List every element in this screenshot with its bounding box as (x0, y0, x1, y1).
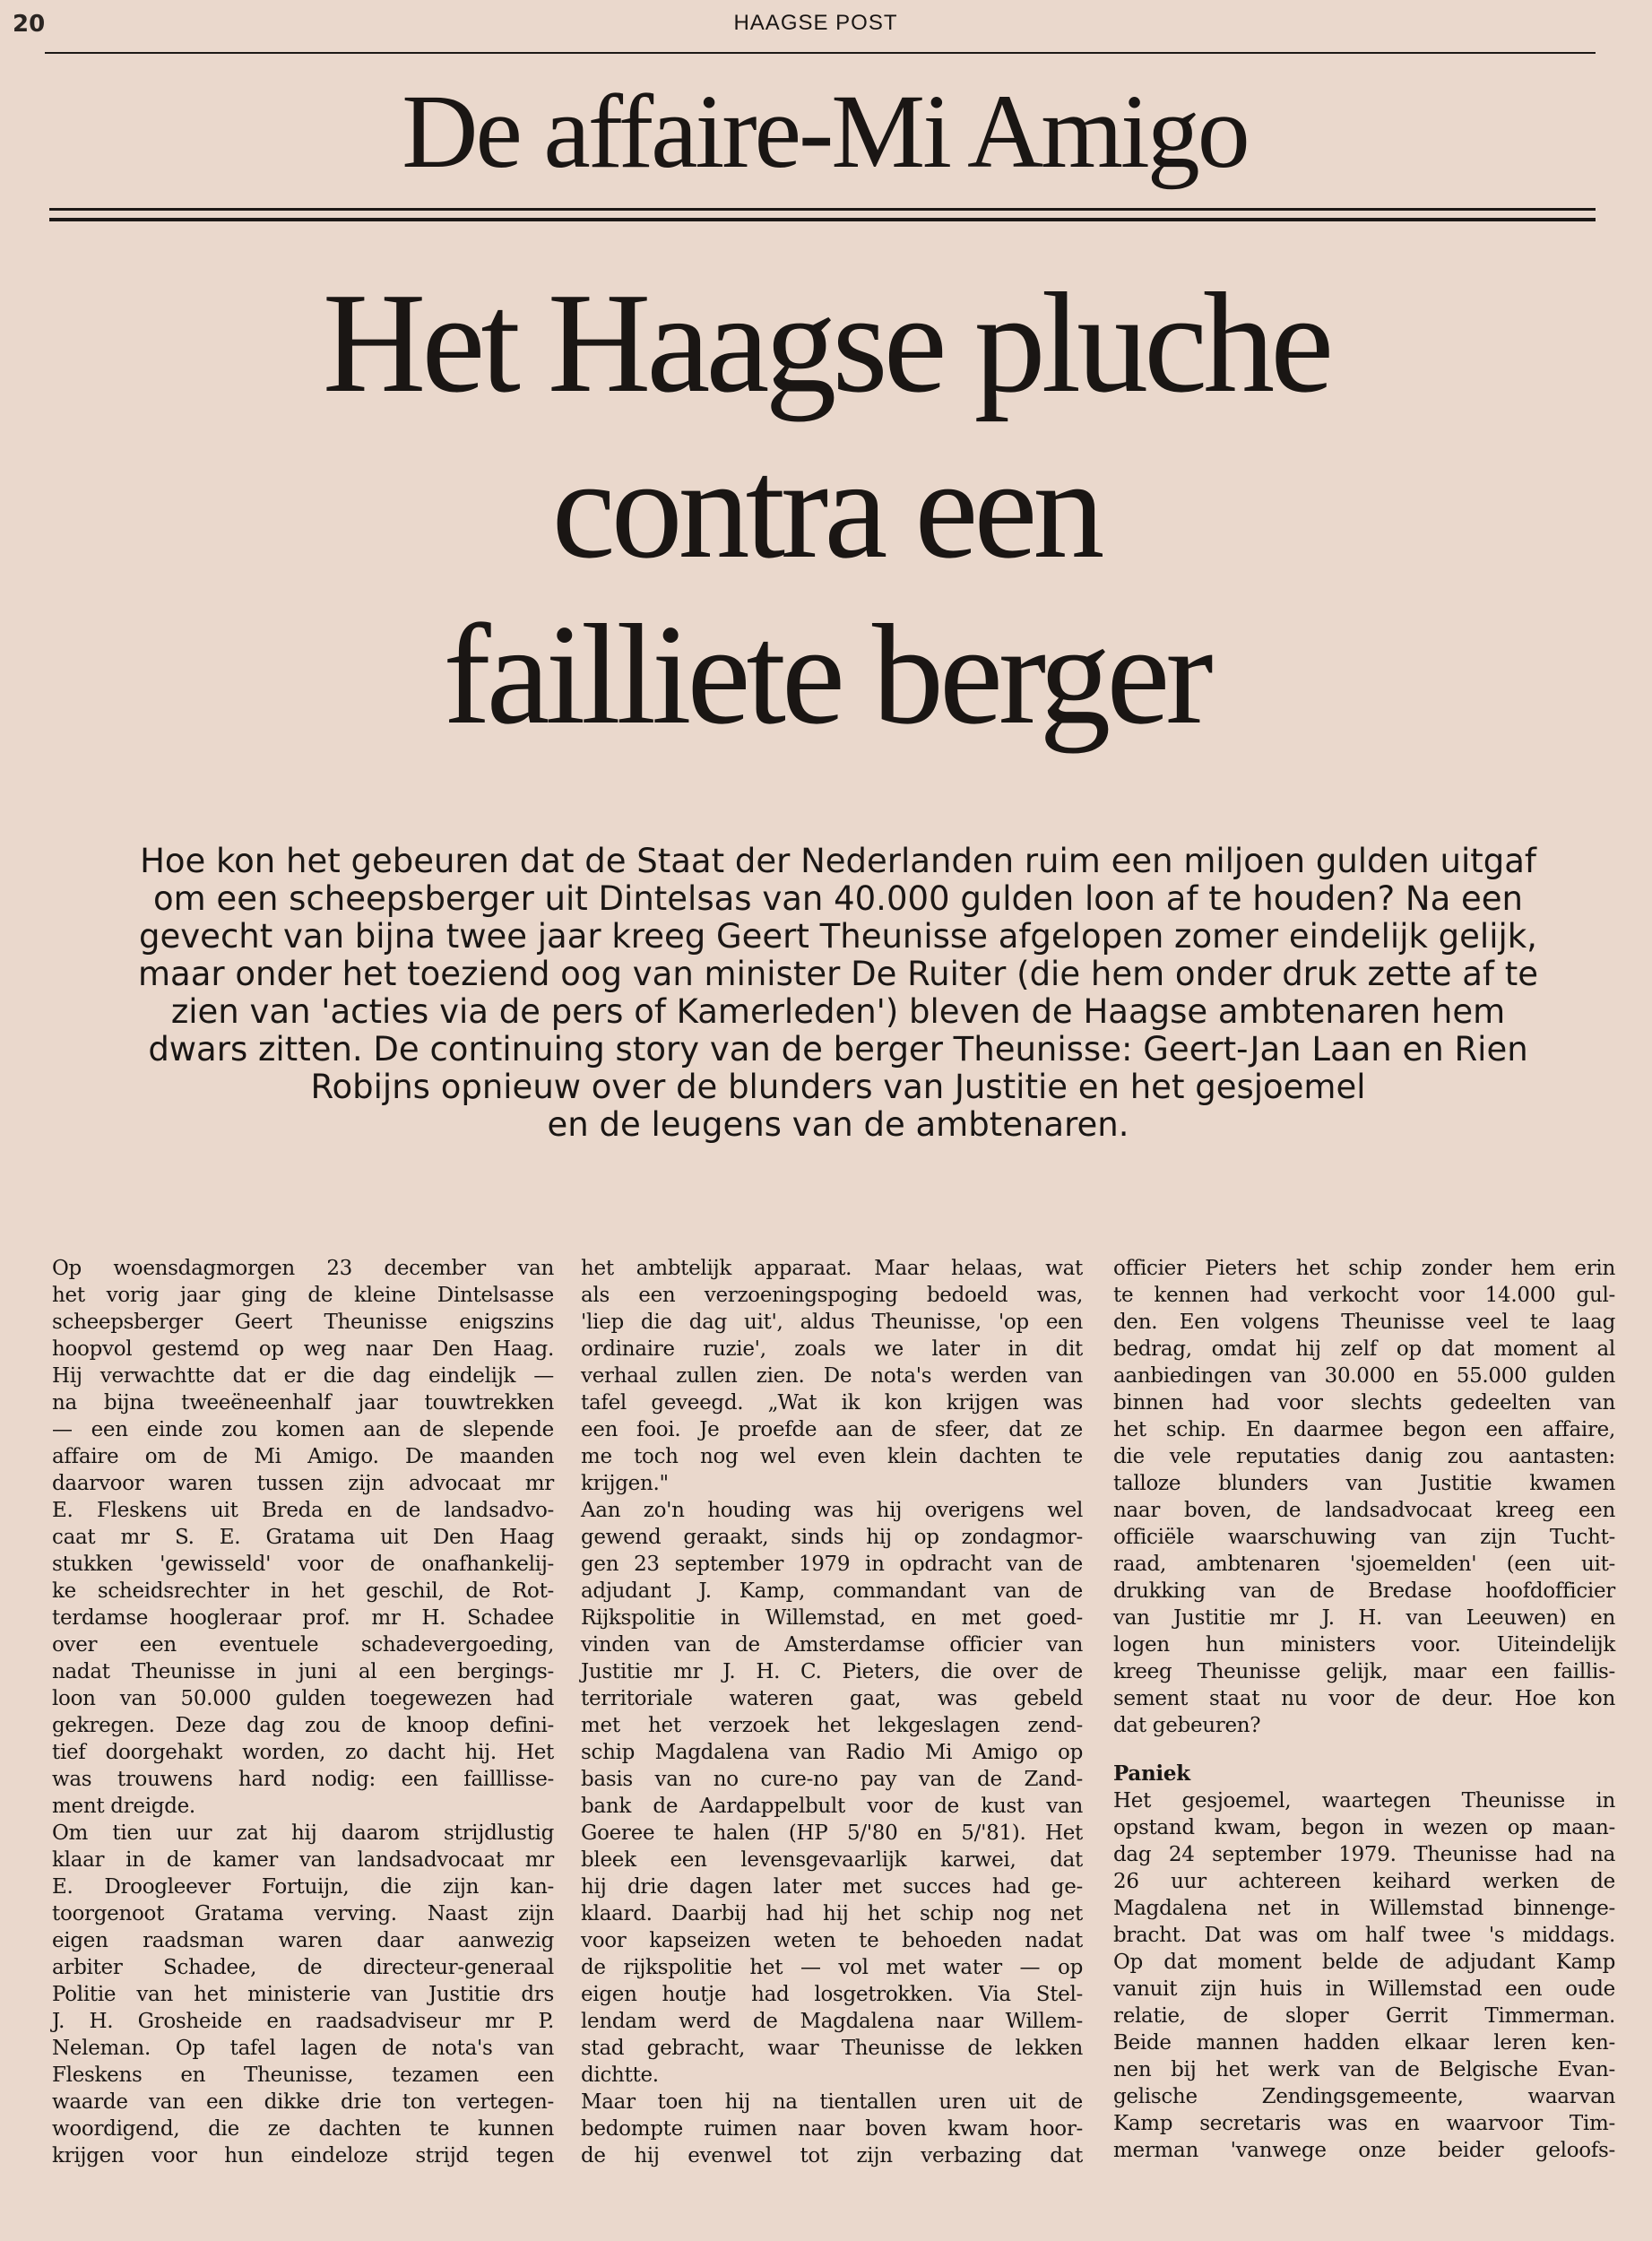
text-line: vanuit zijn huis in Willemstad een oude (1113, 1977, 1615, 2001)
text-line: met het verzoek het lekgeslagen zend- (581, 1714, 1083, 1737)
text-line: te kennen had verkocht voor 14.000 gul- (1113, 1284, 1615, 1307)
text-line: woordigend, die ze dachten te kunnen (52, 2117, 554, 2141)
text-line: nen bij het werk van de Belgische Evan- (1113, 2058, 1615, 2081)
text-line: het ambtelijk apparaat. Maar helaas, wat (581, 1257, 1083, 1280)
text-line: opstand kwam, begon in wezen op maan- (1113, 1816, 1615, 1839)
text-line: affaire om de Mi Amigo. De maanden (52, 1445, 554, 1468)
intro-line: zien van 'acties via de pers of Kamerleden') bleven de Haagse ambtenaren hem (170, 992, 1506, 1031)
text-line: gekregen. Deze dag zou de knoop defini- (52, 1714, 554, 1737)
text-line: de rijkspolitie het — vol met water — op (581, 1956, 1083, 1979)
text-line: dat gebeuren? (1113, 1714, 1261, 1737)
intro-line: Robijns opnieuw over de blunders van Justitie en het gesjoemel (310, 1068, 1366, 1106)
intro-line: Hoe kon het gebeuren dat de Staat der Nederlanden ruim een miljoen gulden uitgaf (140, 842, 1536, 880)
intro-line: dwars zitten. De continuing story van de berger Theunisse: Geert-Jan Laan en Rien (148, 1030, 1528, 1069)
text-line: Fleskens en Theunisse, tezamen een (52, 2064, 554, 2087)
text-line: bracht. Dat was om half twee 's middags. (1113, 1924, 1615, 1947)
text-line: E. Droogleever Fortuijn, die zijn kan- (52, 1875, 554, 1899)
text-line: 'liep die dag uit', aldus Theunisse, 'op een (581, 1311, 1083, 1334)
text-line: aanbiedingen van 30.000 en 55.000 gulden (1113, 1364, 1615, 1388)
text-line: krijgen." (581, 1472, 669, 1495)
text-line: ke scheidsrechter in het geschil, de Rot- (52, 1579, 554, 1603)
text-line: Neleman. Op tafel lagen de nota's van (52, 2037, 554, 2060)
intro-line: en de leugens van de ambtenaren. (547, 1105, 1129, 1144)
text-line: een fooi. Je proefde aan de sfeer, dat ze (581, 1418, 1083, 1441)
text-line: krijgen voor hun eindeloze strijd tegen (52, 2144, 554, 2167)
text-line: talloze blunders van Justitie kwamen (1113, 1472, 1615, 1495)
text-line: waarde van een dikke drie ton vertegen- (52, 2090, 554, 2114)
text-line: 26 uur achtereen keihard werken de (1113, 1870, 1615, 1893)
text-line: Rijkspolitie in Willemstad, en met goed- (581, 1606, 1083, 1630)
text-line: eigen houtje had losgetrokken. Via Stel- (581, 1983, 1083, 2006)
text-line: relatie, de sloper Gerrit Timmerman. (1113, 2004, 1615, 2028)
text-line: klaard. Daarbij had hij het schip nog net (581, 1902, 1083, 1925)
headline-line: failliete berger (443, 594, 1209, 754)
text-line: die vele reputaties danig zou aantasten: (1113, 1445, 1615, 1468)
text-line: tief doorgehakt worden, zo dacht hij. Het (52, 1741, 554, 1764)
text-line: was trouwens hard nodig: een failllisse- (52, 1768, 554, 1791)
intro-line: gevecht van bijna twee jaar kreeg Geert Theunisse afgelopen zomer eindelijk gelijk, (139, 917, 1537, 956)
text-line: tafel geveegd. „Wat ik kon krijgen was (581, 1391, 1083, 1415)
text-line: het vorig jaar ging de kleine Dintelsasse (52, 1284, 554, 1307)
text-line: E. Fleskens uit Breda en de landsadvo- (52, 1499, 554, 1522)
intro-line: om een scheepsberger uit Dintelsas van 40.000 gulden loon af te houden? Na een (152, 879, 1523, 918)
text-line: voor kapseizen weten te behoeden nadat (581, 1929, 1083, 1952)
text-line: gen 23 september 1979 in opdracht van de (581, 1553, 1083, 1576)
intro-lede (81, 843, 1596, 1144)
series-title: De affaire-Mi Amigo (402, 73, 1248, 190)
text-line: basis van no cure-no pay van de Zand- (581, 1768, 1083, 1791)
text-line: caat mr S. E. Gratama uit Den Haag (52, 1526, 554, 1549)
intro-line: maar onder het toeziend oog van minister De Ruiter (die hem onder druk zette af te (138, 955, 1538, 993)
text-line: arbiter Schadee, de directeur-generaal (52, 1956, 554, 1979)
text-line: van Justitie mr J. H. van Leeuwen) en (1113, 1606, 1615, 1630)
text-line: lendam werd de Magdalena naar Willem- (581, 2010, 1083, 2033)
text-line: den. Een volgens Theunisse veel te laag (1113, 1311, 1615, 1334)
text-line: Maar toen hij na tientallen uren uit de (581, 2090, 1083, 2114)
text-line: bleek een levensgevaarlijk karwei, dat (581, 1848, 1083, 1872)
text-line: kreeg Theunisse gelijk, maar een faillis- (1113, 1660, 1615, 1683)
text-line: hij drie dagen later met succes had ge- (581, 1875, 1083, 1899)
text-line: Politie van het ministerie van Justitie drs (52, 1983, 554, 2006)
text-line: hoopvol gestemd op weg naar Den Haag. (52, 1337, 554, 1361)
article-column-3 (1113, 1255, 1615, 2164)
text-line: officiële waarschuwing van zijn Tucht- (1113, 1526, 1615, 1549)
text-line: bedrag, omdat hij zelf op dat moment al (1113, 1337, 1615, 1361)
headline (54, 260, 1598, 757)
section-subhead: Paniek (1113, 1761, 1190, 1786)
text-line: Om tien uur zat hij daarom strijdlustig (52, 1821, 554, 1845)
text-line: daarvoor waren tussen zijn advocaat mr (52, 1472, 554, 1495)
text-line: territoriale wateren gaat, was gebeld (581, 1687, 1083, 1710)
text-line: Magdalena net in Willemstad binnenge- (1113, 1897, 1615, 1920)
text-line: gewend geraakt, sinds hij op zondagmor- (581, 1526, 1083, 1549)
text-line: me toch nog wel even klein dachten te (581, 1445, 1083, 1468)
text-line: officier Pieters het schip zonder hem erin (1113, 1257, 1615, 1280)
text-line: Aan zo'n houding was hij overigens wel (581, 1499, 1083, 1522)
text-line: na bijna tweeëneenhalf jaar touwtrekken (52, 1391, 554, 1415)
text-line: J. H. Grosheide en raadsadviseur mr P. (52, 2010, 554, 2033)
text-line: bank de Aardappelbult voor de kust van (581, 1795, 1083, 1818)
text-line: ordinaire ruzie', zoals we later in dit (581, 1337, 1083, 1361)
text-line: over een eventuele schadevergoeding, (52, 1633, 554, 1657)
text-line: terdamse hoogleraar prof. mr H. Schadee (52, 1606, 554, 1630)
text-line: Op woensdagmorgen 23 december van (52, 1257, 554, 1280)
text-line: als een verzoeningspoging bedoeld was, (581, 1284, 1083, 1307)
text-line: eigen raadsman waren daar aanwezig (52, 1929, 554, 1952)
text-line: stukken 'gewisseld' voor de onafhankelij- (52, 1553, 554, 1576)
text-line: bedompte ruimen naar boven kwam hoor- (581, 2117, 1083, 2141)
text-line: dag 24 september 1979. Theunisse had na (1113, 1843, 1615, 1866)
text-line: drukking van de Bredase hoofdofficier (1113, 1579, 1615, 1603)
text-line: schip Magdalena van Radio Mi Amigo op (581, 1741, 1083, 1764)
text-line: dichtte. (581, 2064, 659, 2087)
text-line: verhaal zullen zien. De nota's werden van (581, 1364, 1083, 1388)
text-line: adjudant J. Kamp, commandant van de (581, 1579, 1083, 1603)
text-line: de hij evenwel tot zijn verbazing dat (581, 2144, 1083, 2167)
text-line: raad, ambtenaren 'sjoemelden' (een uit- (1113, 1553, 1615, 1576)
top-rule (45, 52, 1596, 54)
text-line: het schip. En daarmee begon een affaire, (1113, 1418, 1615, 1441)
text-line: naar boven, de landsadvocaat kreeg een (1113, 1499, 1615, 1522)
text-line: stad gebracht, waar Theunisse de lekken (581, 2037, 1083, 2060)
text-line: logen hun ministers voor. Uiteindelijk (1113, 1633, 1615, 1657)
masthead: HAAGSE POST (733, 11, 898, 35)
page-number: 20 (13, 11, 46, 38)
text-line: binnen had voor slechts gedeelten van (1113, 1391, 1615, 1415)
text-line: Beide mannen hadden elkaar leren ken- (1113, 2031, 1615, 2055)
text-line: Op dat moment belde de adjudant Kamp (1113, 1951, 1615, 1974)
headline-line: contra een (551, 428, 1101, 588)
article-column-1 (52, 1255, 554, 2169)
text-line: toorgenoot Gratama verving. Naast zijn (52, 1902, 554, 1925)
text-line: klaar in de kamer van landsadvocaat mr (52, 1848, 554, 1872)
text-line: loon van 50.000 gulden toegewezen had (52, 1687, 554, 1710)
text-line: gelische Zendingsgemeente, waarvan (1113, 2085, 1615, 2108)
text-line: ment dreigde. (52, 1795, 195, 1818)
text-line: nadat Theunisse in juni al een bergings- (52, 1660, 554, 1683)
text-line: — een einde zou komen aan de slepende (52, 1418, 554, 1441)
headline-line: Het Haagse pluche (322, 263, 1330, 422)
double-rule-upper (49, 208, 1596, 211)
text-line: Justitie mr J. H. C. Pieters, die over de (581, 1660, 1083, 1683)
text-line: sement staat nu voor de deur. Hoe kon (1113, 1687, 1615, 1710)
text-line: Kamp secretaris was en waarvoor Tim- (1113, 2112, 1615, 2135)
text-line: Goeree te halen (HP 5/'80 en 5/'81). Het (581, 1821, 1083, 1845)
double-rule-lower (49, 218, 1596, 221)
text-line: vinden van de Amsterdamse officier van (581, 1633, 1083, 1657)
text-line: Hij verwachtte dat er die dag eindelijk — (52, 1364, 554, 1388)
text-line: scheepsberger Geert Theunisse enigszins (52, 1311, 554, 1334)
text-line: merman 'vanwege onze beider geloofs- (1113, 2139, 1615, 2162)
article-column-2 (581, 1255, 1083, 2169)
text-line: Het gesjoemel, waartegen Theunisse in (1113, 1789, 1615, 1813)
